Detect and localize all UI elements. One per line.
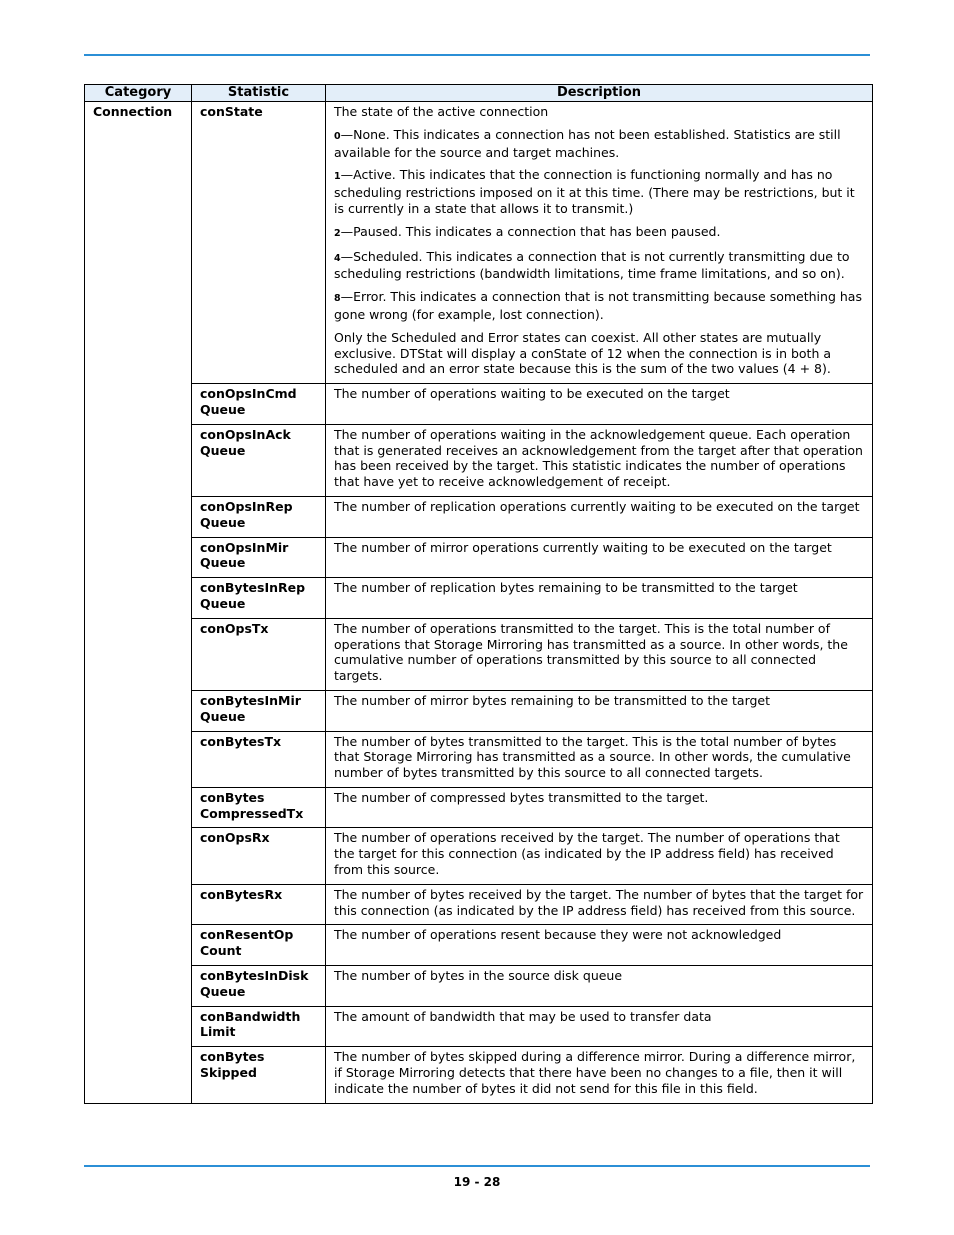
- statistic-name: conState: [192, 102, 326, 384]
- statistic-name: conOpsTx: [192, 618, 326, 690]
- table-row: [85, 828, 873, 884]
- description-cell: [326, 102, 873, 384]
- description-cell: The amount of bandwidth that may be used to transfer data: [326, 1006, 873, 1047]
- statistic-name: conOpsInAck Queue: [192, 424, 326, 496]
- constate-state: [334, 289, 864, 323]
- column-header-description: Description: [326, 85, 873, 102]
- state-value: 4: [334, 252, 341, 264]
- table-row: [85, 1047, 873, 1103]
- header-rule: [84, 54, 870, 56]
- constate-state: [334, 127, 864, 161]
- constate-state: [334, 249, 864, 283]
- statistic-name: conOpsInCmd Queue: [192, 384, 326, 425]
- statistics-table: [84, 84, 873, 1104]
- statistic-name: conBytesInDisk Queue: [192, 966, 326, 1007]
- description-cell: The number of operations waiting in the acknowledgement queue. Each operation that is generated receives an acknowledgement from the target after that operation has been received by the target. This statistic indicates the number of operations that have yet to receive acknowledgement of receipt.: [326, 424, 873, 496]
- state-value: 0: [334, 130, 341, 142]
- constate-state: [334, 224, 864, 242]
- description-cell: The number of bytes received by the target. The number of bytes that the target for this connection (as indicated by the IP address field) has received from this source.: [326, 884, 873, 925]
- column-header-category: Category: [85, 85, 192, 102]
- description-cell: The number of mirror bytes remaining to be transmitted to the target: [326, 690, 873, 731]
- constate-note: Only the Scheduled and Error states can coexist. All other states are mutually exclusive. DTStat will display a conState of 12 when the connection is in both a scheduled and an error state because this is the sum of the two values (4 + 8).: [334, 329, 832, 377]
- table-row: [85, 537, 873, 578]
- description-cell: The number of operations transmitted to the target. This is the total number of operations that Storage Mirroring has transmitted as a source. In other words, the cumulative number of operations transmitted by this source to all connected targets.: [326, 618, 873, 690]
- description-cell: The number of bytes transmitted to the target. This is the total number of bytes that Storage Mirroring has transmitted as a source. In other words, the cumulative number of bytes transmitted by this source to all connected targets.: [326, 731, 873, 787]
- page-number: 19 - 28: [453, 1175, 501, 1189]
- constate-intro: The state of the active connection: [334, 104, 549, 119]
- statistic-name: conBytesRx: [192, 884, 326, 925]
- statistic-name: conOpsInMir Queue: [192, 537, 326, 578]
- statistic-name: conOpsRx: [192, 828, 326, 884]
- description-cell: The number of operations received by the target. The number of operations that the target for this connection (as indicated by the IP address field) has received from this source.: [326, 828, 873, 884]
- state-value: 2: [334, 227, 341, 239]
- statistic-name: conBytesTx: [192, 731, 326, 787]
- table-row: [85, 1006, 873, 1047]
- description-cell: The number of replication bytes remaining to be transmitted to the target: [326, 578, 873, 619]
- statistic-name: conBytes CompressedTx: [192, 787, 326, 828]
- table-row: [85, 496, 873, 537]
- state-text: —None. This indicates a connection has not been established. Statistics are still available for the source and target machines.: [334, 126, 841, 160]
- description-cell: The number of bytes skipped during a difference mirror. During a difference mirror, if Storage Mirroring detects that there have been no changes to a file, then it will indicate the number of bytes it did not send for this file in this field.: [326, 1047, 873, 1103]
- state-text: —Error. This indicates a connection that is not transmitting because something has gone wrong (for example, lost connection).: [334, 289, 862, 322]
- statistic-name: conBandwidth Limit: [192, 1006, 326, 1047]
- statistic-name: conBytes Skipped: [192, 1047, 326, 1103]
- state-text: —Active. This indicates that the connection is functioning normally and has no scheduling restrictions imposed on it at this time. (There may be restrictions, but it is currently in a state that allows it to transmit.): [334, 167, 855, 216]
- table-row: [85, 925, 873, 966]
- state-text: —Paused. This indicates a connection that has been paused.: [340, 223, 721, 239]
- table-row: [85, 787, 873, 828]
- category-cell: Connection: [85, 102, 192, 1104]
- statistic-name: conBytesInRep Queue: [192, 578, 326, 619]
- state-text: —Scheduled. This indicates a connection that is not currently transmitting due to scheduling restrictions (bandwidth limitations, time frame limitations, and so on).: [334, 248, 850, 282]
- constate-state: [334, 167, 864, 216]
- description-cell: The number of mirror operations currently waiting to be executed on the target: [326, 537, 873, 578]
- state-value: 8: [334, 293, 341, 305]
- description-cell: The number of operations waiting to be executed on the target: [326, 384, 873, 425]
- statistic-name: conBytesInMir Queue: [192, 690, 326, 731]
- table-row: [85, 384, 873, 425]
- statistic-name: conResentOp Count: [192, 925, 326, 966]
- footer-rule: [84, 1165, 870, 1167]
- statistic-name: conOpsInRep Queue: [192, 496, 326, 537]
- table-row: [85, 102, 873, 384]
- table-row: [85, 966, 873, 1007]
- description-cell: The number of bytes in the source disk queue: [326, 966, 873, 1007]
- table-row: [85, 618, 873, 690]
- table-row: [85, 884, 873, 925]
- description-cell: The number of operations resent because they were not acknowledged: [326, 925, 873, 966]
- table-row: [85, 731, 873, 787]
- description-cell: The number of replication operations currently waiting to be executed on the target: [326, 496, 873, 537]
- table-row: [85, 578, 873, 619]
- table-row: [85, 690, 873, 731]
- table-header-row: [85, 85, 873, 102]
- state-value: 1: [334, 171, 341, 183]
- table-row: [85, 424, 873, 496]
- column-header-statistic: Statistic: [192, 85, 326, 102]
- description-cell: The number of compressed bytes transmitted to the target.: [326, 787, 873, 828]
